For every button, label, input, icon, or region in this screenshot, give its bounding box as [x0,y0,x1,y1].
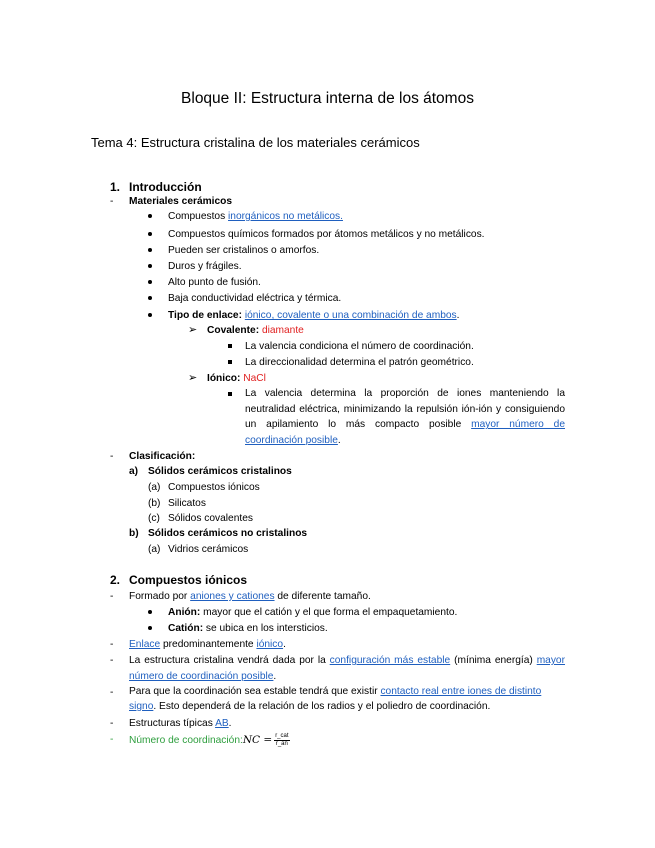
bullet-icon [148,313,152,317]
list-item: Compuestos iónicos [168,482,260,493]
list-label: (b) [148,498,161,509]
link-signo[interactable]: signo [129,701,154,712]
bullet-icon [148,626,152,630]
dash-marker: - [110,639,114,650]
square-bullet-icon [228,360,232,364]
list-item: Sólidos covalentes [168,513,253,524]
list-item-tipo-enlace: Tipo de enlace: iónico, covalente o una combinación de ambos. [168,310,460,321]
arrow-icon: ➢ [188,372,198,384]
list-label: b) [129,528,139,539]
bullet-icon [148,214,152,218]
list-item: Anión: mayor que el catión y el que forma el empaquetamiento. [168,607,458,618]
dash-marker: - [110,655,114,666]
section-2-heading: Compuestos iónicos [129,573,248,587]
link-inorganicos[interactable]: inorgánicos no metálicos. [228,211,343,222]
section-1-number: 1. [110,180,121,194]
formula-nc: NC = [242,734,273,746]
list-item: Duros y frágiles. [168,261,242,272]
list-item: Estructuras típicas AB. [129,718,232,729]
section-1-heading: Introducción [129,180,202,194]
list-item: Vidrios cerámicos [168,544,249,555]
dash-marker: - [110,718,114,729]
list-item: Enlace predominantemente iónico. [129,639,286,650]
link-tipo-enlace[interactable]: iónico, covalente o una combinación de ambos [244,310,457,321]
bullet-icon [148,248,152,252]
list-label: (c) [148,513,160,524]
list-item-estructura: La estructura cristalina vendrá dada por la configuración más estable (mínima energía) mayor número de coordinación posible. [129,655,565,682]
document-title: Bloque II: Estructura interna de los átomos [181,90,474,107]
list-item: Pueden ser cristalinos o amorfos. [168,245,320,256]
list-item: Formado por aniones y cationes de diferente tamaño. [129,591,371,602]
list-item: Alto punto de fusión. [168,277,261,288]
square-bullet-icon [228,344,232,348]
link-contacto-real[interactable]: contacto real entre iones de distinto [380,686,542,697]
arrow-icon: ➢ [188,324,198,336]
link-aniones-cationes[interactable]: aniones y cationes [190,591,275,602]
list-item: Compuestos químicos formados por átomos metálicos y no metálicos. [168,229,485,240]
list-item-coordinacion-line2: signo. Esto dependerá de la relación de los radios y el poliedro de coordinación. [129,701,491,712]
clas-a-heading: Sólidos cerámicos cristalinos [148,466,292,477]
dash-marker: - [110,591,114,602]
formula-fraction: $\frac{\text{r\_cat}}{r\_an}$ [275,732,289,747]
list-item: Baja conductividad eléctrica y térmica. [168,293,342,304]
bullet-icon [148,280,152,284]
link-mayor-nc-2[interactable]: mayor número de coordinación posible [129,655,565,682]
square-bullet-icon [228,392,232,396]
clasificacion-heading: Clasificación: [129,451,196,462]
section-2-number: 2. [110,573,121,587]
list-item: Catión: se ubica en los intersticios. [168,623,328,634]
ionico-paragraph: La valencia determina la proporción de iones manteniendo la neutralidad eléctrica, minimizando la repulsión ión-ión y consiguiendo un apilamiento lo más compacto posible mayor número de coordinación posible. [245,388,565,447]
dash-marker: - [110,196,114,207]
section-subtitle: Tema 4: Estructura cristalina de los materiales cerámicos [91,135,420,150]
list-label: (a) [148,544,161,555]
list-label: a) [129,466,139,477]
bullet-icon [148,610,152,614]
dash-marker: - [110,687,114,698]
dash-marker: - [110,734,114,745]
link-enlace[interactable]: Enlace [129,639,161,650]
link-ab[interactable]: AB [215,718,229,729]
dash-marker: - [110,451,114,462]
list-item: La direccionalidad determina el patrón geométrico. [245,357,474,368]
list-label: (a) [148,482,161,493]
link-configuracion[interactable]: configuración más estable [329,655,451,666]
list-item-numero-coordinacion: Número de coordinación:NC = $\frac{\text{r\_cat}}{r\_an}$ [129,732,289,747]
covalente-item: Covalente: diamante [207,325,304,336]
list-item-coordinacion-line1: Para que la coordinación sea estable tendrá que existir contacto real entre iones de distinto [129,686,542,697]
materiales-heading: Materiales cerámicos [129,196,233,207]
link-mayor-nc[interactable]: mayor número de coordinación posible [245,419,565,447]
link-ionico[interactable]: iónico [256,639,284,650]
ionico-item: Iónico: NaCl [207,373,266,384]
list-item: La valencia condiciona el número de coordinación. [245,341,474,352]
clas-b-heading: Sólidos cerámicos no cristalinos [148,528,308,539]
list-item: Silicatos [168,498,206,509]
list-item: Compuestos inorgánicos no metálicos. [168,211,343,222]
bullet-icon [148,232,152,236]
bullet-icon [148,296,152,300]
bullet-icon [148,264,152,268]
